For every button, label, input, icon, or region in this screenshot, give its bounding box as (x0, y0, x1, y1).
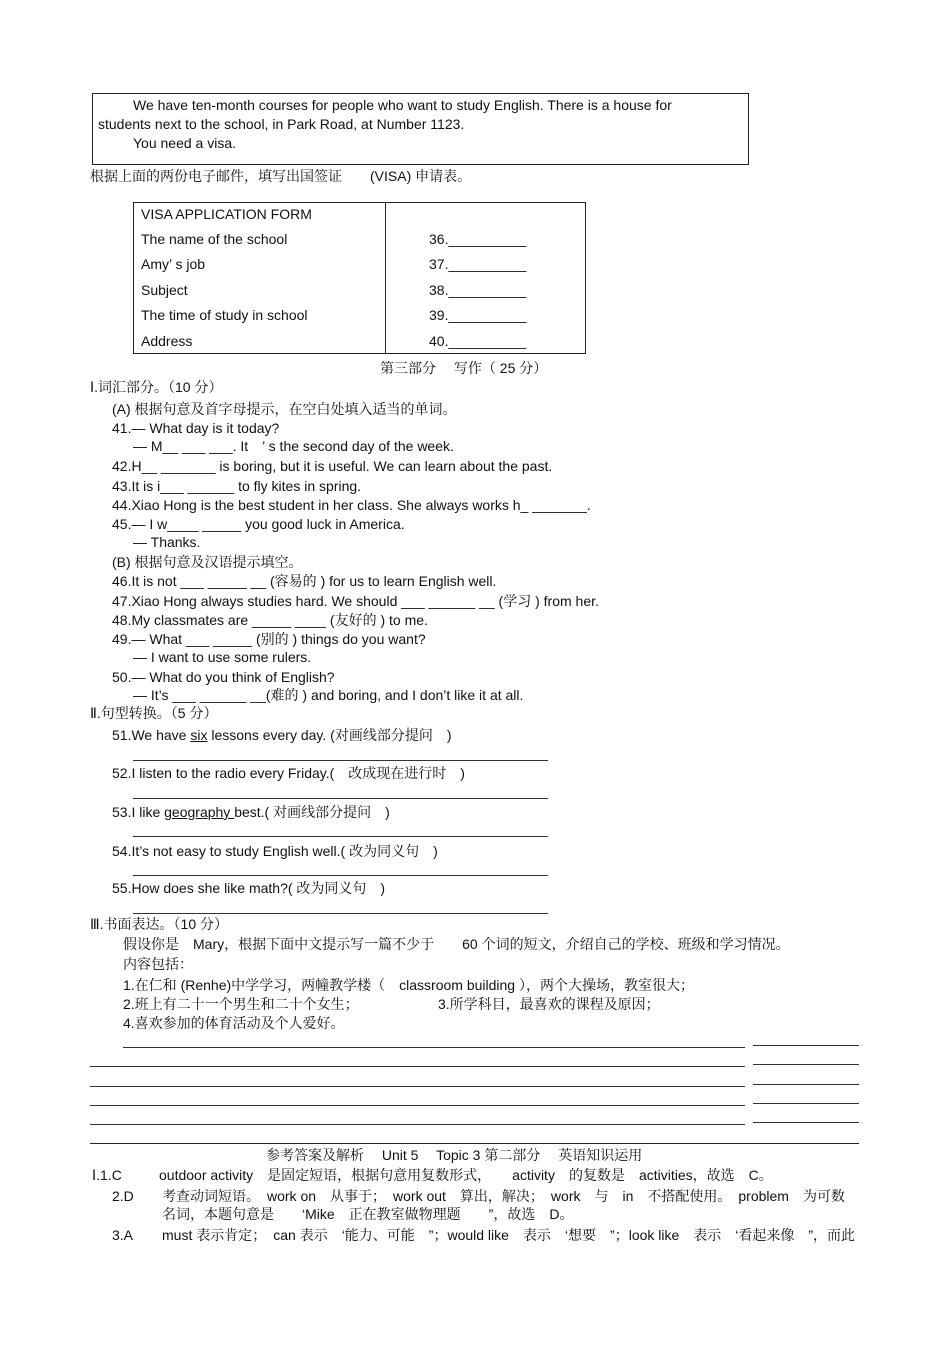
question-46: 46.It is not ___ _____ __ (容易的 ) for us to learn English well. (112, 573, 497, 589)
question-42: 42.H__ _______ is boring, but it is useful. We can learn about the past. (112, 458, 553, 474)
underlined-word: six (190, 727, 208, 743)
section3-point-3: 3.所学科目，最喜欢的课程及原因； (438, 996, 660, 1012)
question-44: 44.Xiao Hong is the best student in her class. She always works h_ _______. (112, 497, 591, 513)
question-54: 54.It’s not easy to study English well.( 改为同义句 ) (112, 843, 438, 859)
writing-line[interactable] (90, 1105, 745, 1106)
question-49a: 49.— What ___ _____ (别的 ) things do you want? (112, 631, 426, 647)
visa-answer-36[interactable]: 36.__________ (429, 231, 527, 247)
section3-point-2: 2.班上有二十一个男生和二十个女生； (123, 996, 359, 1012)
question-47: 47.Xiao Hong always studies hard. We should ___ ______ __ (学习 ) from her. (112, 593, 599, 609)
section3-point-1: 1.在仁和 (Renhe)中学学习，两幢教学楼（ classroom building ），两个大操场，教室很大； (123, 977, 694, 993)
question-41a: 41.— What day is it today? (112, 420, 280, 436)
section3-title: Ⅲ.书面表达。（10 分） (90, 916, 229, 932)
email-line-2: students next to the school, in Park Road, at Number 1123. (98, 116, 465, 132)
visa-row-label: The name of the school (141, 231, 288, 247)
question-49b: — I want to use some rulers. (133, 649, 312, 665)
visa-answer-38[interactable]: 38.__________ (429, 282, 527, 298)
writing-line[interactable] (753, 1045, 859, 1046)
visa-form-title: VISA APPLICATION FORM (141, 206, 312, 222)
visa-answer-40[interactable]: 40.__________ (429, 333, 527, 349)
question-50b: — It’s ___ ______ __(难的 ) and boring, and I don’t like it at all. (133, 687, 524, 703)
section2-title: Ⅱ.句型转换。（5 分） (90, 705, 218, 721)
writing-line[interactable] (753, 1084, 859, 1085)
visa-table-divider (385, 202, 386, 354)
email-line-1: We have ten-month courses for people who want to study English. There is a house for (133, 97, 672, 113)
answer-2-text-2: 名词，本题句意是 ‘Mike 正在教室做物理题 ”，故选 D。 (162, 1206, 574, 1222)
answer-line-51[interactable] (133, 760, 548, 761)
section3-content-label: 内容包括： (123, 956, 193, 972)
answer-line-53[interactable] (133, 836, 548, 837)
writing-line[interactable] (753, 1122, 859, 1123)
section1-sub-b: (B) 根据句意及汉语提示填空。 (112, 554, 303, 570)
writing-line[interactable] (90, 1066, 745, 1067)
visa-answer-39[interactable]: 39.__________ (429, 307, 527, 323)
visa-row-label: The time of study in school (141, 307, 308, 323)
underlined-word: geography (164, 804, 235, 820)
section3-point-4: 4.喜欢参加的体育活动及个人爱好。 (123, 1015, 345, 1031)
question-55: 55.How does she like math?( 改为同义句 ) (112, 880, 386, 896)
visa-row-label: Subject (141, 282, 188, 298)
answer-3-text: must 表示肯定； can 表示 ‘能力、可能 ”；would like 表示 ‘想要 ”；look like 表示 ‘看起来像 ”，而此 (162, 1227, 856, 1243)
visa-answer-37[interactable]: 37.__________ (429, 256, 527, 272)
answers-title: 参考答案及解析 Unit 5 Topic 3 第二部分 英语知识运用 (266, 1147, 643, 1163)
answer-1-text: outdoor activity 是固定短语，根据句意用复数形式， activity 的复数是 activities，故选 C。 (159, 1167, 773, 1183)
answer-1-number: Ⅰ.1.C (92, 1167, 122, 1183)
question-48: 48.My classmates are _____ ____ (友好的 ) to me. (112, 612, 428, 628)
section1-sub-a: (A) 根据句意及首字母提示，在空白处填入适当的单词。 (112, 401, 457, 417)
question-45b: — Thanks. (133, 534, 201, 550)
email-line-3: You need a visa. (133, 135, 237, 151)
question-50a: 50.— What do you think of English? (112, 669, 335, 685)
writing-line[interactable] (90, 1124, 745, 1125)
writing-line[interactable] (123, 1047, 745, 1048)
question-41b: — M__ ___ ___. It ’ s the second day of the week. (133, 438, 454, 454)
writing-line[interactable] (90, 1143, 859, 1144)
visa-row-label: Address (141, 333, 193, 349)
section1-title: Ⅰ.词汇部分。（10 分） (90, 379, 223, 395)
answer-line-54[interactable] (133, 875, 548, 876)
answer-2-text-1: 考查动词短语。 work on 从事于； work out 算出，解决； work 与 in 不搭配使用。 problem 为可数 (162, 1188, 845, 1204)
answer-3-number: 3.A (112, 1227, 134, 1243)
writing-line[interactable] (753, 1064, 859, 1065)
question-52: 52.I listen to the radio every Friday.( 改成现在进行时 ) (112, 765, 465, 781)
answer-line-55[interactable] (133, 913, 548, 914)
visa-row-label: Amy’ s job (141, 256, 206, 272)
section3-intro: 假设你是 Mary，根据下面中文提示写一篇不少于 60 个词的短文，介绍自己的学校、班级和学习情况。 (123, 936, 790, 952)
writing-line[interactable] (90, 1086, 745, 1087)
question-53: 53.I like geography best.( 对画线部分提问 ) (112, 804, 390, 820)
answer-line-52[interactable] (133, 798, 548, 799)
question-51: 51.We have six lessons every day. (对画线部分提问 ) (112, 727, 452, 743)
visa-instruction: 根据上面的两份电子邮件，填写出国签证 (VISA) 申请表。 (90, 168, 472, 184)
question-43: 43.It is i___ ______ to fly kites in spring. (112, 478, 362, 494)
question-45a: 45.— I w____ _____ you good luck in America. (112, 516, 405, 532)
answer-2-number: 2.D (112, 1188, 134, 1204)
writing-line[interactable] (753, 1103, 859, 1104)
part3-title: 第三部分 写作（ 25 分） (380, 360, 548, 376)
